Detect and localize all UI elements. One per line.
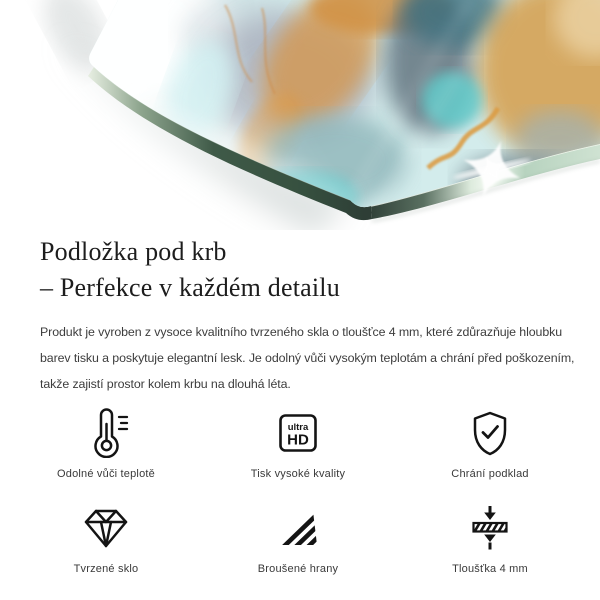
page-title-line1: Podložka pod krb (40, 237, 227, 266)
glass-panel-illustration (0, 0, 600, 230)
intro-line: Produkt je vyroben z vysoce kvalitního tvrzeného skla o tloušťce 4 mm, které zdůrazňuje hloubku (40, 325, 563, 339)
feature-label: Broušené hrany (257, 563, 339, 575)
intro-line: takže zajistí prostor kolem krbu na dlouhá léta. (40, 377, 291, 391)
svg-text:HD: HD (287, 431, 309, 449)
product-description-section (0, 234, 600, 397)
svg-text:ultra: ultra (287, 422, 309, 433)
feature-label: Tisk vysoké kvality (250, 468, 346, 480)
feature-label: Tloušťka 4 mm (452, 563, 528, 575)
feature-label: Chrání podklad (451, 468, 529, 480)
feature-tempered-glass (10, 502, 202, 575)
feature-polished-edges (202, 502, 394, 575)
ultra-hd-icon (277, 407, 319, 459)
feature-protects-floor (394, 407, 586, 480)
shield-check-icon (468, 407, 512, 459)
feature-heat-resistant (10, 407, 202, 480)
page-title-line2: – Perfekce v každém detailu (40, 273, 340, 302)
feature-print-quality (202, 407, 394, 480)
feature-label: Odolné vůči teplotě (57, 468, 155, 480)
beveled-edge-icon (276, 502, 320, 554)
features-grid (10, 407, 586, 575)
page-title (40, 234, 560, 306)
feature-label: Tvrzené sklo (73, 563, 139, 575)
diamond-icon (81, 502, 131, 554)
thickness-icon (470, 502, 510, 554)
hero-product-image (0, 0, 600, 230)
intro-paragraph (40, 319, 575, 397)
feature-thickness (394, 502, 586, 575)
intro-line: barev tisku a poskytuje elegantní lesk. Je odolný vůči vysokým teplotám a chrání před poškozením, (40, 351, 575, 365)
thermometer-icon (82, 407, 130, 459)
